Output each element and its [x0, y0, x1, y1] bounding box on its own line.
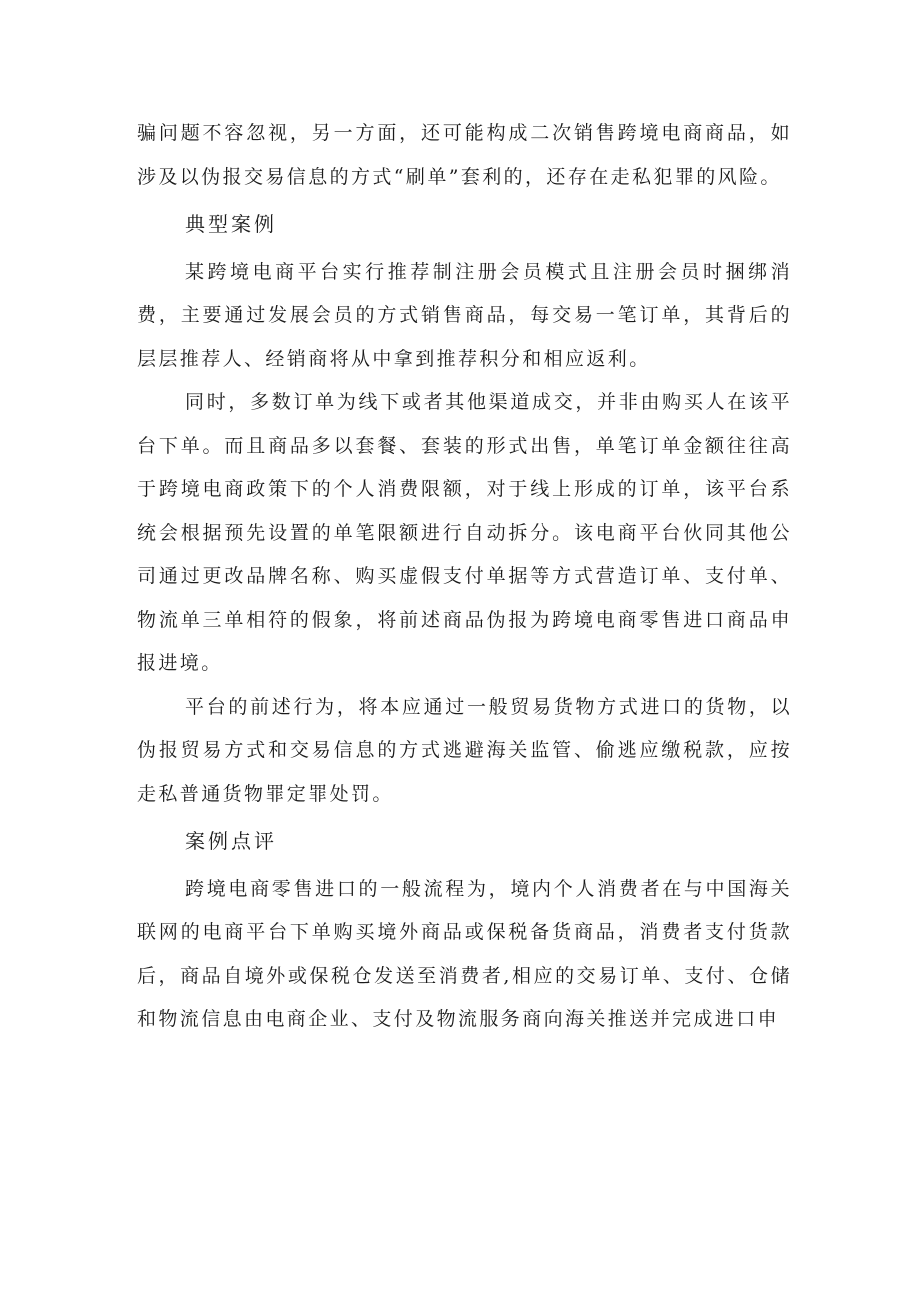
heading-case-commentary: 案例点评 [185, 829, 277, 853]
paragraph-import-process: 跨境电商零售进口的一般流程为，境内个人消费者在与中国海关联网的电商平台下单购买境外商品或保税备货商品，消费者支付货款后，商品自境外或保税仓发送至消费者,相应的交易订单、支付、仓储和物流信息由电商企业、支付及物流服务商向海关推送并完成进口申 [137, 877, 792, 1030]
document-body [137, 112, 792, 1042]
paragraph-continued-risk: 骗问题不容忽视，另一方面，还可能构成二次销售跨境电商商品，如涉及以伪报交易信息的方式“刷单”套利的，还存在走私犯罪的风险。 [137, 122, 792, 188]
paragraph-order-splitting: 同时，多数订单为线下或者其他渠道成交，并非由购买人在该平台下单。而且商品多以套餐、套装的形式出售，单笔订单金额往往高于跨境电商政策下的个人消费限额，对于线上形成的订单，该平台系统会根据预先设置的单笔限额进行自动拆分。该电商平台伙同其他公司通过更改品牌名称、购买虚假支付单据等方式营造订单、支付单、物流单三单相符的假象，将前述商品伪报为跨境电商零售进口商品申报进境。 [137, 391, 792, 674]
paragraph-platform-model: 某跨境电商平台实行推荐制注册会员模式且注册会员时捆绑消费，主要通过发展会员的方式销售商品，每交易一笔订单，其背后的层层推荐人、经销商将从中拿到推荐积分和相应返利。 [137, 260, 792, 370]
paragraph-smuggling-conclusion: 平台的前述行为，将本应通过一般贸易货物方式进口的货物，以伪报贸易方式和交易信息的方式逃避海关监管、偷逃应缴税款，应按走私普通货物罪定罪处罚。 [137, 695, 792, 805]
heading-typical-case: 典型案例 [185, 212, 277, 236]
